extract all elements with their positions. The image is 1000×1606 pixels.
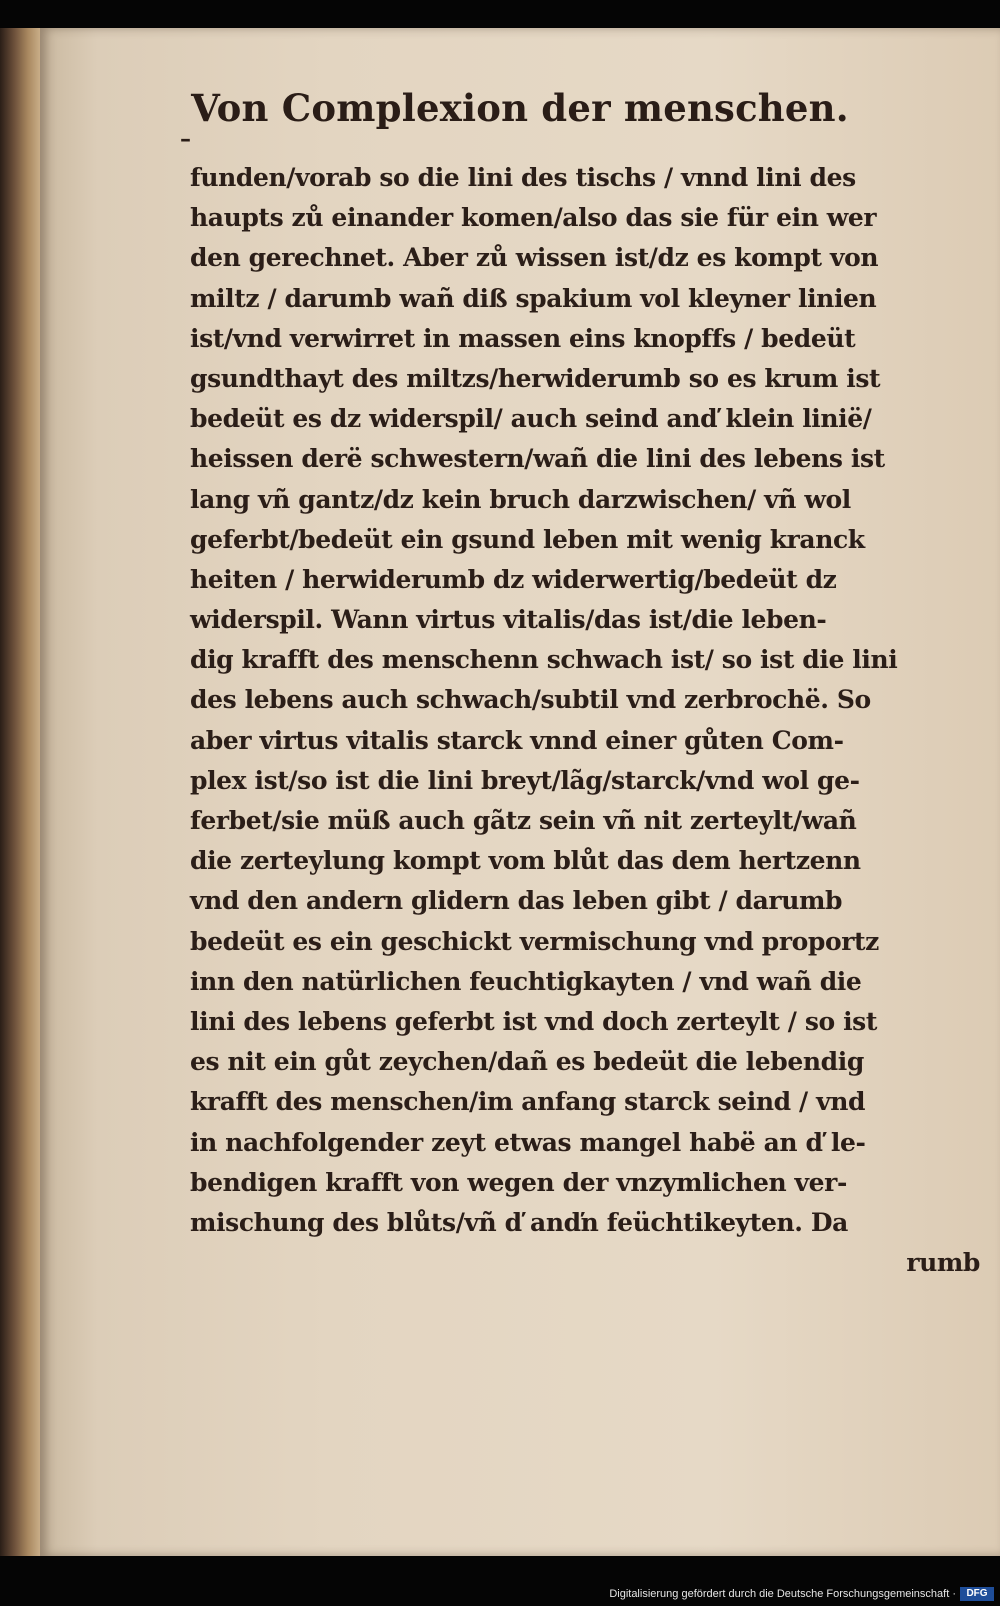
text-line: des lebens auch schwach/subtil vnd zerbrochë. So bbox=[190, 685, 871, 715]
running-head: Von Complexion der menschen. bbox=[191, 86, 849, 130]
text-line: krafft des menschen/im anfang starck seind / vnd bbox=[190, 1087, 866, 1117]
text-line: mischung des blůts/vñ ď anďn feüchtikeyten. Da bbox=[190, 1207, 848, 1237]
text-line: widerspil. Wann virtus vitalis/das ist/die leben- bbox=[190, 605, 827, 635]
text-line: dig krafft des menschenn schwach ist/ so ist die lini bbox=[190, 645, 898, 675]
catchword: rumb bbox=[906, 1248, 980, 1278]
text-line: gsundthayt des miltzs/herwiderumb so es krum ist bbox=[190, 363, 881, 393]
text-line: es nit ein gůt zeychen/dañ es bedeüt die lebendig bbox=[190, 1047, 864, 1077]
text-line: haupts zů einander komen/also das sie für ein wer bbox=[190, 203, 877, 233]
book-page bbox=[40, 28, 1000, 1556]
text-line: lini des lebens geferbt ist vnd doch zerteylt / so ist bbox=[190, 1006, 878, 1036]
text-line: den gerechnet. Aber zů wissen ist/dz es kompt von bbox=[190, 243, 879, 273]
text-line: vnd den andern glidern das leben gibt / darumb bbox=[190, 886, 843, 916]
text-line: aber virtus vitalis starck vnnd einer gůten Com- bbox=[190, 725, 844, 755]
text-line: ferbet/sie müß auch gãtz sein vñ nit zerteylt/wañ bbox=[190, 806, 857, 835]
text-line: miltz / darumb wañ diß spakium vol kleyner linien bbox=[190, 283, 877, 313]
text-line: bedeüt es ein geschickt vermischung vnd proportz bbox=[190, 926, 879, 956]
dfg-logo: DFG bbox=[960, 1587, 994, 1601]
text-line: lang vñ gantz/dz kein bruch darzwischen/ vñ wol bbox=[190, 484, 851, 514]
text-line: plex ist/so ist die lini breyt/lãg/starck/vnd wol ge- bbox=[190, 765, 860, 795]
text-line: heiten / herwiderumb dz widerwertig/bedeüt dz bbox=[190, 564, 837, 594]
text-line: ist/vnd verwirret in massen eins knopffs / bedeüt bbox=[190, 323, 856, 353]
text-line: heissen derë schwestern/wañ die lini des lebens ist bbox=[190, 444, 885, 474]
text-line: bendigen krafft von wegen der vnzymlichen ver- bbox=[190, 1167, 847, 1197]
text-line: die zerteylung kompt vom blůt das dem hertzenn bbox=[190, 846, 861, 876]
text-line: bedeüt es dz widerspil/ auch seind anď klein linië/ bbox=[190, 404, 872, 434]
digitization-credit: Digitalisierung gefördert durch die Deutsche Forschungsgemeinschaft · bbox=[609, 1588, 956, 1600]
text-line: geferbt/bedeüt ein gsund leben mit wenig kranck bbox=[190, 524, 865, 554]
page-number-mark: – bbox=[180, 126, 191, 152]
text-line: funden/vorab so die lini des tischs / vnnd lini des bbox=[190, 163, 856, 192]
book-edge bbox=[0, 28, 40, 1556]
body-text bbox=[190, 158, 980, 1283]
top-scan-border bbox=[0, 0, 1000, 28]
text-line: inn den natürlichen feuchtigkayten / vnd wañ die bbox=[190, 966, 862, 996]
text-line: in nachfolgender zeyt etwas mangel habë an ď le- bbox=[190, 1127, 866, 1157]
